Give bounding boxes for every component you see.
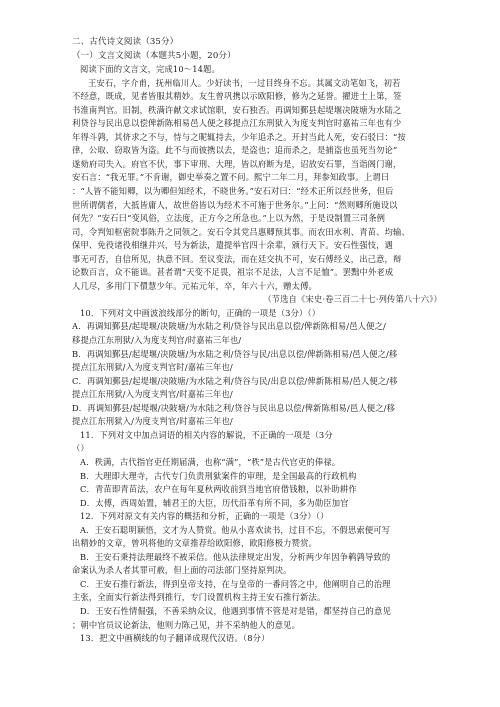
q12-option-a-cont: 出精妙的文章，曾巩将他的文章推荐给欧阳修，欧阳修极力赞赏。	[72, 538, 317, 549]
passage-line: 律，公取、窃取皆为盗。此不与而彼携以去，是盗也；追而杀之，是捕盗也虽死当勿论”	[72, 145, 398, 156]
q11-option-a: A．秩满，古代指官吏任期届满，也称“满”，“秩”是古代官吏的俸禄。	[80, 456, 341, 467]
passage-line: ：“人皆不能知卿，以为卿但知经术，不晓世务。”安石对曰：“经术正所以经世务，但后	[72, 186, 394, 197]
passage-line: 安石言：“我无罪。”不肯谢，御史举奏之置不问。熙宁二年二月，拜参知政事。上谓曰	[72, 172, 390, 183]
question-10-stem: 10．下列对文中画波浪线部分的断句，正确的一项是（3分）（）	[80, 307, 321, 318]
q10-option-a-cont: 移提点江东刑狱/入为度支判官/时嘉祐三年也/	[72, 335, 242, 346]
q10-option-b: B．再调知鄞县/起堤堰/决陂塘/为水陆之利/贷谷与民/出息以偿/俾新陈相易/邑人便之/移	[72, 348, 398, 359]
q10-option-a: A．再调知鄞县/起堤堰/决陂塘/为水陆之利/贷谷与民出息以偿/俾新陈相易/邑人便之/	[72, 321, 386, 332]
q12-option-a: A．王安石聪明颖悟，文才为人赞赏。他从小喜欢读书，过目不忘，不假思索便可写	[80, 524, 391, 535]
passage-line: 利贷谷与民出息以偿俾新陈相易邑人便之移提点江东刑狱入为度支判官时嘉祐三年也有少	[72, 118, 402, 129]
section-subtitle: （一）文言文阅读（本题共5小题，20分）	[72, 50, 236, 61]
q12-option-b: B．王安石秉持法理最终不被采信。他从法律规定出发，分析两少年因争鹌鹑导致的	[80, 551, 391, 562]
passage-line: 保甲、免役诸役相继并兴，号为新法，遣提举官四十余辈，颁行天下。安石性强忮，遇	[72, 240, 393, 251]
question-12-stem: 12．下列对原文有关内容的概括和分析，正确的一项是（3分）（）	[80, 511, 329, 522]
q12-option-d-cont: ；朝中官员议论新法，他则力陈己见，并不采纳他人的意见。	[72, 619, 301, 630]
q12-option-c-cont: 主张，全面实行新法得到推行，专门设置机构主持王安石推行新法。	[72, 592, 326, 603]
passage-source: （节选自《宋史·卷三百二十七·列传第八十六》）	[263, 294, 442, 305]
q10-option-d: D．再调知鄞县/起堤堰/决陂塘/为水陆之利/贷谷与民出息以偿/俾新陈相易/邑人便之/移	[72, 402, 396, 413]
q10-option-c: C．再调知鄞县/起堤堰/决陂塘/为水陆之利/贷谷与民/出息以偿/俾新陈相易/邑人便之/移	[72, 375, 398, 386]
passage-line: 遂劾府司失入。府官不伏，事下审刑、大理，皆以府断为是，诏放安石罪，当诣阁门谢，	[72, 158, 402, 169]
question-13-stem: 13．把文中画横线的句子翻译成现代汉语。（8分）	[80, 633, 270, 644]
q12-option-b-cont: 命案认为杀人者其罪可赦，但上面的司法部门坚持原判决。	[72, 565, 292, 576]
passage-line: 人几尽，多用门下儇慧少年。元祐元年，卒，年六十六，赠太傅。	[72, 280, 317, 291]
passage-line: 事无可否，自信所见，执意不回。至议变法，而在廷交执不可，安石傅经义，出己意，辩	[72, 253, 402, 264]
q11-option-d: D．太傅，西周始置，辅君王的大臣，历代沿革有所不同，多为勋臣加官	[80, 497, 349, 508]
q12-option-d: D．王安石性情倔强，不善采纳众议，他遇到事情不管是对是错，都坚持自己的意见	[80, 605, 391, 616]
q10-option-b-cont: 提点江东刑狱/入为度支判官时/嘉祐三年也/	[72, 362, 233, 373]
passage-line: 世所谓儒者，大抵皆庸人，故世俗皆以为经术不可施于世务尔。”上问：“然则卿所施设以	[72, 199, 398, 210]
section-title: 二、古代诗文阅读（35分）	[72, 37, 179, 47]
passage-line: 何先？”安石曰“变风俗，立法度，正方今之所急也。”上以为然，于是设制置三司条例	[72, 213, 386, 224]
passage-line: 司，令判知枢密院事陈升之同领之。安石令其党吕惠卿预其事。而农田水利、青苗、均输、	[72, 226, 410, 237]
passage-line: 年得斗鹑，其侪求之不与，恃与之昵辄持去，少年追杀之。开封当此人死，安石驳曰：“按	[72, 131, 406, 142]
question-11-stem-cont: （）	[72, 443, 89, 454]
passage-line: 不经意，既成，见者皆服其精妙。友生曾巩携以示欧阳修，修为之延誉。擢进士上第，签	[72, 91, 402, 102]
question-11-stem: 11．下列对文中加点词语的相关内容的解说，不正确的一项是（3分	[80, 429, 333, 440]
q12-option-c: C．王安石推行新法，得到皇帝支持，在与皇帝的一番问答之中，他阐明自己的治理	[80, 578, 391, 589]
q11-option-c: C．青苗即青苗法，农户在每年夏秋两收前到当地官府借钱粮，以补助耕作	[80, 484, 357, 495]
q11-option-b: B．大理即大理寺，古代专门负责刑狱案件的审理，是全国最高的行政机构	[80, 470, 357, 481]
q10-option-d-cont: 提点江东刑狱入/为度支判官/时嘉祐三年也/	[72, 416, 233, 427]
instruction: 阅读下面的文言文，完成10～14题。	[80, 64, 220, 75]
passage-line: 王安石，字介甫，抚州临川人。少好读书，一过目终身不忘。其属文动笔如飞，初若	[88, 77, 401, 88]
q10-option-c-cont: 提点江东刑狱/入为度支判官/时嘉祐三年也/	[72, 389, 233, 400]
passage-line: 论数百言，众不能诎。甚者谓“天变不足畏，祖宗不足法，人言不足恤”。罢黜中外老成	[72, 267, 394, 278]
passage-line: 书淮南判官。旧制，秩满许献文求试馆职，安石独否。再调知鄞县起堤堰决陂塘为水陆之	[72, 104, 402, 115]
